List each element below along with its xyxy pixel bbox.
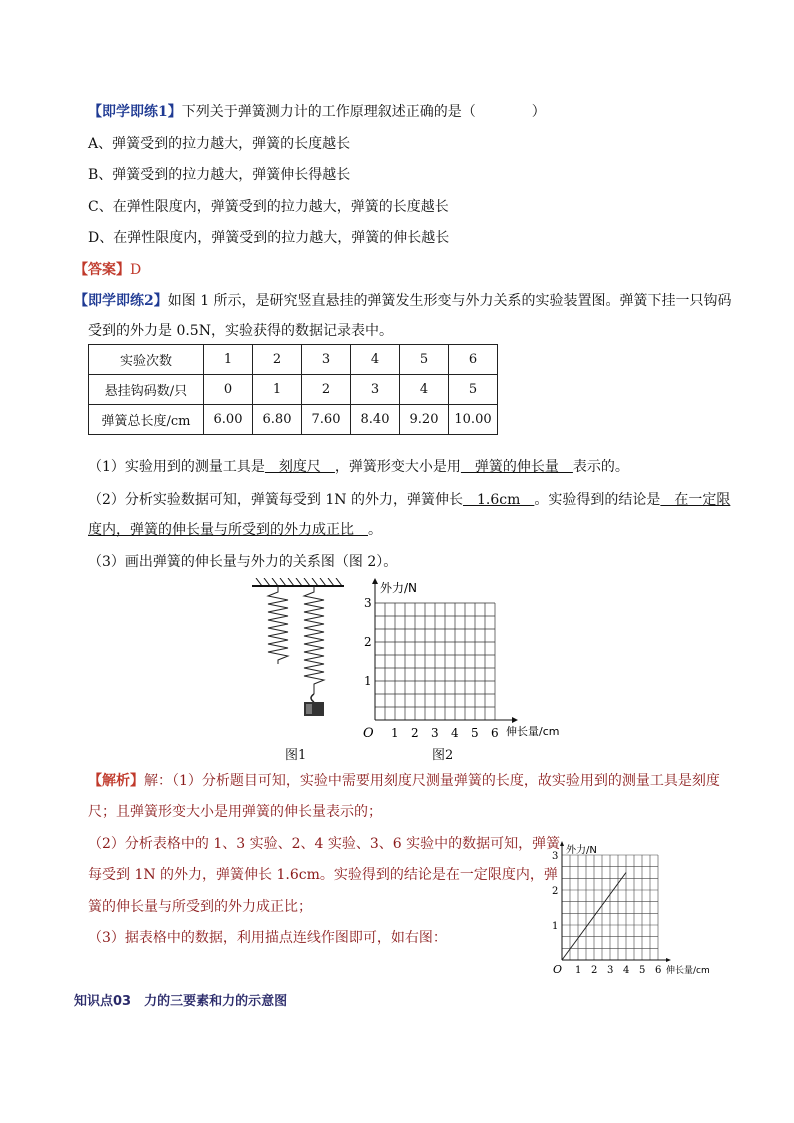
q2-text-b: 。实验得到的结论是 [534,492,661,508]
q1-answer-blank-1: 刻度尺 [264,459,335,475]
table-cell: 悬挂钩码数/只 [89,375,204,405]
table-cell: 1 [204,345,253,375]
table-cell: 2 [302,375,351,405]
ex1-option-d: D、在弹性限度内，弹簧受到的拉力越大，弹簧的伸长越长 [88,230,450,246]
answer-value: D [130,262,142,278]
analysis-line6: （3）据表格中的数据，利用描点连线作图即可，如右图： [88,930,447,946]
ex1-answer [74,259,141,279]
x-tick-label: 5 [639,965,646,976]
table-cell: 10.00 [449,405,498,435]
analysis-line5: 簧的伸长量与所受到的外力成正比； [88,899,312,915]
x-tick-label: 2 [411,726,419,740]
y-tick-label: 3 [552,851,559,862]
ex2-q1 [88,456,629,476]
ex2-intro-line1 [74,290,732,310]
q2-answer-blank-2b: 度内，弹簧的伸长量与所受到的外力成正比 [88,522,368,538]
answer-chart-gridlines [562,855,658,960]
table-cell: 5 [449,375,498,405]
q1-answer-blank-2: 弹簧的伸长量 [460,459,573,475]
table-cell: 8.40 [351,405,400,435]
table-row [89,345,498,375]
table-cell: 弹簧总长度/cm [89,405,204,435]
figure2-y-arrow-icon [372,578,378,584]
table-cell: 0 [204,375,253,405]
ex1-question-text: 下列关于弹簧测力计的工作原理叙述正确的是（ ） [181,104,546,120]
ex2-intro-text: 如图 1 所示，是研究竖直悬挂的弹簧发生形变与外力关系的实验装置图。弹簧下挂一只钩码 [167,293,732,309]
figure1-springs [248,578,348,718]
y-tick-label: 1 [552,921,559,932]
ex1-option-c: C、在弹性限度内，弹簧受到的拉力越大，弹簧的长度越长 [88,199,449,215]
figure2-grid [360,578,600,744]
x-tick-label: 6 [655,965,662,976]
ex2-tag: 【即学即练2】 [74,293,168,309]
x-tick-label: 4 [451,726,459,740]
table-cell: 9.20 [400,405,449,435]
table-cell: 3 [351,375,400,405]
answer-chart-origin: O [553,963,563,976]
q2-text-c: 。 [368,522,382,538]
y-tick-label: 3 [364,596,372,610]
table-cell: 6 [449,345,498,375]
table-cell: 5 [400,345,449,375]
table-row [89,375,498,405]
table-row [89,405,498,435]
figure2-x-arrow-icon [512,717,518,723]
figure2-x-label: 伸长量/cm [506,725,560,738]
q1-text-b: ，弹簧形变大小是用 [334,459,461,475]
x-tick-label: 3 [607,965,614,976]
analysis-tag: 【解析】 [88,773,144,789]
analysis-line4: 每受到 1N 的外力，弹簧伸长 1.6cm。实验得到的结论是在一定限度内，弹 [88,867,558,883]
x-tick-label: 6 [491,726,499,740]
analysis-line1 [88,770,720,790]
x-tick-label: 1 [391,726,399,740]
x-tick-label: 5 [471,726,479,740]
x-tick-label: 3 [431,726,439,740]
ex2-q2-line2 [88,519,382,539]
table-cell: 4 [400,375,449,405]
answer-chart-y-label: 外力/N [566,845,597,856]
ex2-q2-line1 [88,489,730,509]
analysis-line2: 尺；且弹簧形变大小是用弹簧的伸长量表示的； [88,804,382,820]
data-table [88,344,498,435]
x-tick-label: 1 [575,965,582,976]
ex1-option-b: B、弹簧受到的拉力越大，弹簧伸长得越长 [88,167,351,183]
analysis-line3: （2）分析表格中的 1、3 实验、2、4 实验、3、6 实验中的数据可知，弹簧 [88,836,561,852]
figure2-y-label: 外力/N [380,581,418,595]
y-tick-label: 1 [364,674,372,688]
table-cell: 实验次数 [89,345,204,375]
q1-text-c: 表示的。 [572,459,629,475]
q2-answer-blank-1: 1.6cm [462,492,535,508]
ex1-question [88,101,546,121]
answer-chart [548,840,718,980]
ex1-tag: 【即学即练1】 [88,104,182,120]
answer-tag: 【答案】 [74,262,130,278]
answer-chart-y-arrow-icon [560,841,564,846]
table-cell: 6.00 [204,405,253,435]
x-tick-label: 2 [591,965,598,976]
ex2-intro-line2: 受到的外力是 0.5N，实验获得的数据记录表中。 [88,323,393,339]
table-cell: 3 [302,345,351,375]
section-title: 知识点03 力的三要素和力的示意图 [74,994,288,1009]
answer-chart-x-arrow-icon [666,958,671,962]
y-tick-label: 2 [364,635,372,649]
answer-chart-x-label: 伸长量/cm [666,966,710,976]
table-cell: 2 [253,345,302,375]
x-tick-label: 4 [623,965,630,976]
table-cell: 7.60 [302,405,351,435]
ex1-option-a: A、弹簧受到的拉力越大，弹簧的长度越长 [88,136,351,152]
y-tick-label: 2 [552,886,559,897]
figure2-gridlines [375,603,495,720]
figure1-caption: 图1 [285,748,307,763]
figure2-origin: O [363,726,374,741]
q1-text-a: （1）实验用到的测量工具是 [88,459,265,475]
ex2-q3: （3）画出弹簧的伸长量与外力的关系图（图 2）。 [88,554,398,570]
q2-text-a: （2）分析实验数据可知，弹簧每受到 1N 的外力，弹簧伸长 [88,492,463,508]
analysis-text-1: 解：（1）分析题目可知，实验中需要用刻度尺测量弹簧的长度，故实验用到的测量工具是刻度 [144,773,720,789]
table-cell: 4 [351,345,400,375]
q2-answer-blank-2a: 在一定限 [660,492,731,508]
figure2-caption: 图2 [432,748,454,763]
table-cell: 6.80 [253,405,302,435]
table-cell: 1 [253,375,302,405]
